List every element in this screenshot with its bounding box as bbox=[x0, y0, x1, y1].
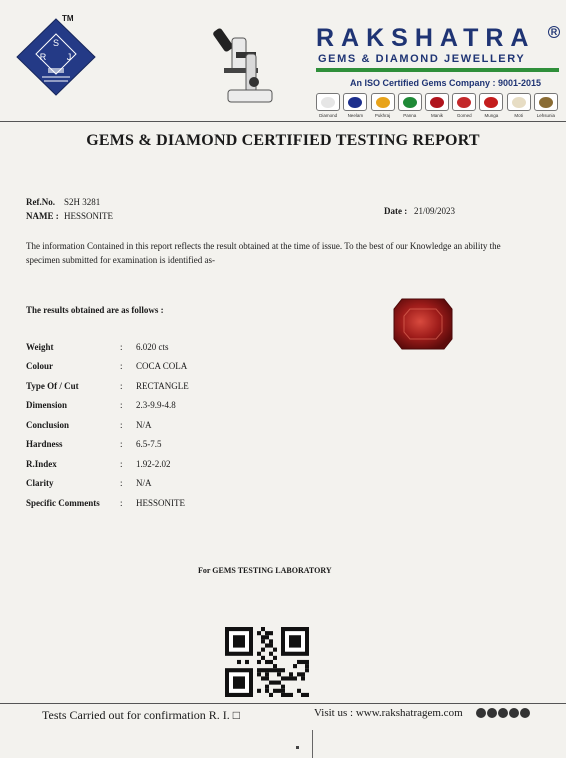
result-colon: : bbox=[120, 400, 123, 411]
gem-label: Panna bbox=[403, 113, 417, 118]
registered-mark: R bbox=[548, 26, 560, 38]
gem-swatch bbox=[398, 93, 422, 111]
gem-label: Gomed bbox=[456, 113, 472, 118]
result-row bbox=[26, 454, 326, 474]
result-value: RECTANGLE bbox=[136, 380, 189, 391]
header-divider bbox=[0, 121, 566, 122]
result-label: Colour bbox=[26, 361, 53, 372]
result-value: HESSONITE bbox=[136, 497, 185, 508]
gem-item bbox=[506, 93, 532, 121]
gem-item bbox=[397, 93, 423, 121]
gem-icon bbox=[348, 97, 362, 108]
ref-label: Ref.No. bbox=[26, 197, 55, 207]
gem-label: Pukhraj bbox=[374, 113, 391, 118]
result-row bbox=[26, 337, 326, 357]
result-row bbox=[26, 474, 326, 494]
result-label: Hardness bbox=[26, 439, 63, 450]
gem-swatch bbox=[425, 93, 449, 111]
result-colon: : bbox=[120, 419, 123, 430]
iso-certification: An ISO Certified Gems Company : 9001-2015 bbox=[350, 78, 542, 88]
gem-icon bbox=[376, 97, 390, 108]
results-heading: The results obtained are as follows : bbox=[26, 305, 164, 315]
date-value: 21/09/2023 bbox=[414, 206, 456, 216]
result-value: 1.92-2.02 bbox=[136, 458, 171, 469]
name-label: NAME : bbox=[26, 211, 59, 221]
result-colon: : bbox=[120, 361, 123, 372]
gem-swatch bbox=[316, 93, 340, 111]
gem-label: Manik bbox=[430, 113, 443, 118]
brand-subtitle: GEMS & DIAMOND JEWELLERY bbox=[318, 53, 526, 65]
result-row bbox=[26, 357, 326, 377]
footer-divider bbox=[0, 703, 566, 704]
result-label: Dimension bbox=[26, 400, 68, 411]
info-paragraph: The information Contained in this report reflects the result obtained at the time of issue. To the best of our Knowledge an ability the specimen submitted for examination is identified as- bbox=[26, 241, 501, 265]
gem-icon bbox=[403, 97, 417, 108]
result-colon: : bbox=[120, 439, 123, 450]
name-value: HESSONITE bbox=[64, 211, 113, 221]
gem-label: Moti bbox=[514, 113, 523, 118]
result-row bbox=[26, 493, 326, 513]
result-row bbox=[26, 435, 326, 455]
gem-label: Lehsunia bbox=[536, 113, 555, 118]
gem-swatch bbox=[343, 93, 367, 111]
report-title: GEMS & DIAMOND CERTIFIED TESTING REPORT bbox=[86, 132, 480, 149]
ref-value: S2H 3281 bbox=[64, 197, 101, 207]
result-label: Type Of / Cut bbox=[26, 380, 79, 391]
gem-icon bbox=[321, 97, 335, 108]
lab-signature-label: For GEMS TESTING LABORATORY bbox=[198, 566, 332, 575]
result-colon: : bbox=[120, 341, 123, 352]
gem-item bbox=[342, 93, 368, 121]
result-value: 2.3-9.9-4.8 bbox=[136, 400, 176, 411]
twitter-icon[interactable] bbox=[498, 708, 508, 718]
brand-name: RAKSHATRA bbox=[316, 24, 536, 52]
result-value: 6.5-7.5 bbox=[136, 439, 162, 450]
gem-item bbox=[369, 93, 395, 121]
result-colon: : bbox=[120, 478, 123, 489]
gem-item bbox=[451, 93, 477, 121]
date-label: Date : bbox=[384, 206, 408, 216]
results-table bbox=[26, 337, 326, 513]
page-mark bbox=[296, 746, 299, 749]
gem-item bbox=[478, 93, 504, 121]
gem-swatch bbox=[452, 93, 476, 111]
instagram-icon[interactable] bbox=[476, 708, 486, 718]
social-icons bbox=[476, 708, 530, 718]
result-label: Conclusion bbox=[26, 419, 70, 430]
result-value: N/A bbox=[136, 419, 152, 430]
microscope-icon bbox=[210, 24, 276, 106]
result-row bbox=[26, 415, 326, 435]
facebook-icon[interactable] bbox=[520, 708, 530, 718]
result-label: Specific Comments bbox=[26, 497, 100, 508]
whatsapp-icon[interactable] bbox=[487, 708, 497, 718]
youtube-icon[interactable] bbox=[509, 708, 519, 718]
gem-swatch bbox=[479, 93, 503, 111]
svg-text:J: J bbox=[66, 52, 72, 62]
result-row bbox=[26, 376, 326, 396]
svg-text:R: R bbox=[39, 52, 47, 62]
gem-icon bbox=[539, 97, 553, 108]
trademark: TM bbox=[62, 14, 74, 23]
footer-website[interactable]: Visit us : www.rakshatragem.com bbox=[314, 707, 463, 719]
gem-label: Neelam bbox=[347, 113, 364, 118]
gem-swatch bbox=[371, 93, 395, 111]
result-label: R.Index bbox=[26, 458, 57, 469]
qr-code[interactable] bbox=[225, 627, 309, 697]
gem-label: Munga bbox=[484, 113, 499, 118]
result-row bbox=[26, 396, 326, 416]
result-value: COCA COLA bbox=[136, 361, 188, 372]
footer-confirmation: Tests Carried out for confirmation R. I. □ bbox=[42, 708, 241, 722]
company-logo bbox=[14, 16, 98, 98]
gem-item bbox=[315, 93, 341, 121]
gem-item bbox=[533, 93, 559, 121]
svg-text:S: S bbox=[52, 38, 60, 48]
result-colon: : bbox=[120, 497, 123, 508]
gem-icon bbox=[430, 97, 444, 108]
gem-label: Diamond bbox=[319, 113, 338, 118]
result-label: Weight bbox=[26, 341, 54, 352]
result-value: N/A bbox=[136, 478, 152, 489]
gem-swatch bbox=[534, 93, 558, 111]
gemstone-image bbox=[392, 297, 454, 351]
gem-swatch bbox=[507, 93, 531, 111]
gem-icon bbox=[512, 97, 526, 108]
result-label: Clarity bbox=[26, 478, 54, 489]
gem-item bbox=[424, 93, 450, 121]
page-edge-line bbox=[312, 730, 313, 758]
brand-underline bbox=[316, 68, 559, 72]
result-colon: : bbox=[120, 458, 123, 469]
result-value: 6.020 cts bbox=[136, 341, 169, 352]
gem-icon bbox=[484, 97, 498, 108]
gem-strip bbox=[315, 93, 559, 121]
gem-icon bbox=[457, 97, 471, 108]
result-colon: : bbox=[120, 380, 123, 391]
